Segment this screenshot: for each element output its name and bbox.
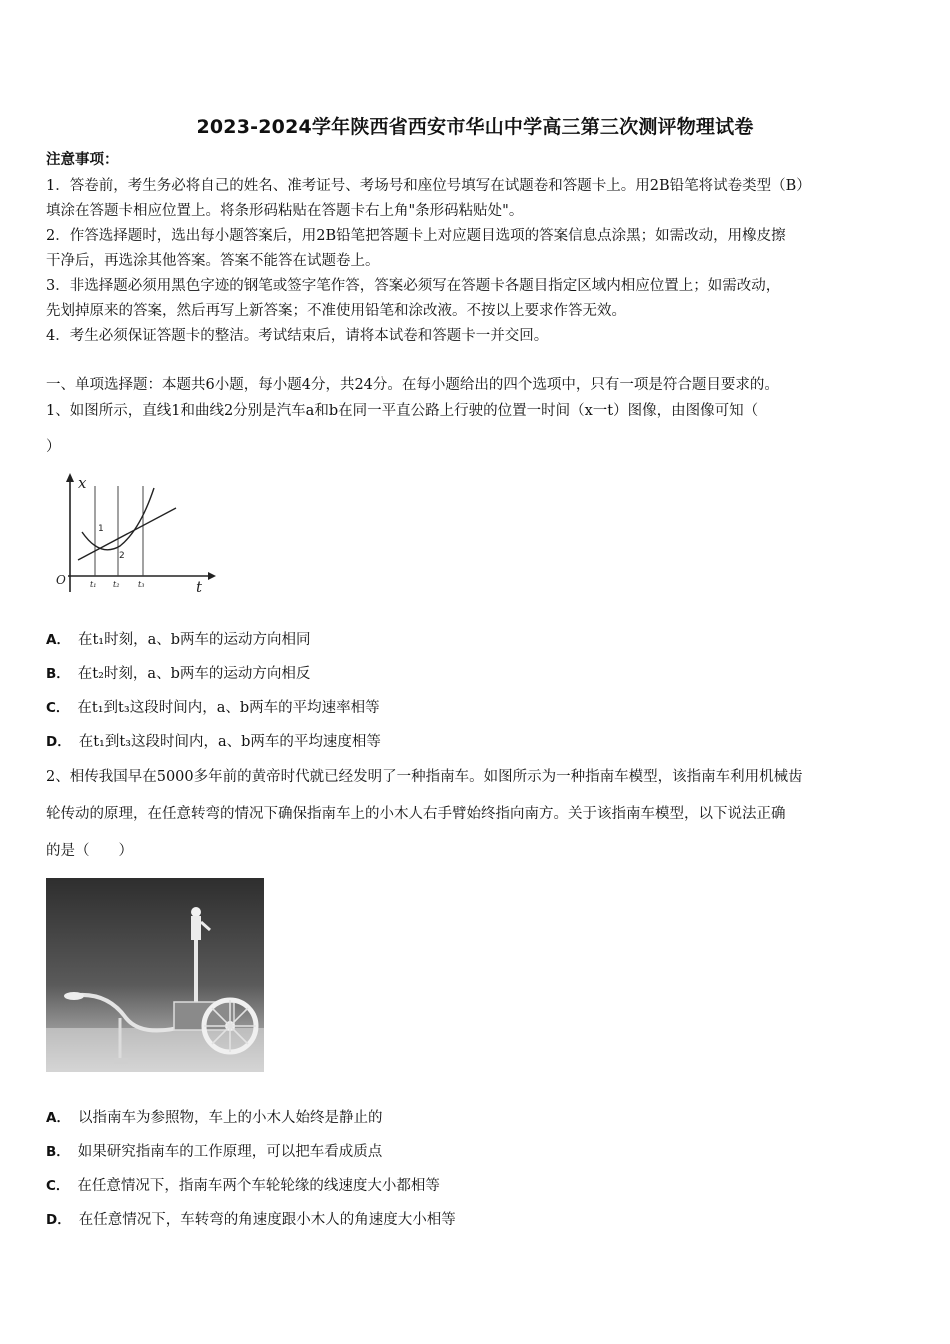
origin-label: O xyxy=(56,573,66,587)
q1-option-b xyxy=(46,664,310,684)
option-text: 在t₁到t₃这段时间内，a、b两车的平均速率相等 xyxy=(77,700,380,716)
shaft-end xyxy=(64,992,84,1000)
line-1 xyxy=(78,508,176,560)
option-letter: D． xyxy=(46,734,71,750)
t-axis-label: t xyxy=(196,578,203,596)
option-text: 在任意情况下，指南车两个车轮轮缘的线速度大小都相等 xyxy=(77,1178,440,1194)
q1-option-d xyxy=(46,732,381,752)
q1-stem-close: ） xyxy=(46,439,61,455)
support-base xyxy=(114,1058,128,1064)
option-letter: D． xyxy=(46,1212,71,1228)
q1-stem: 1、如图所示，直线1和曲线2分别是汽车a和b在同一平直公路上行驶的位置一时间（x一t）图像，由图像可知（ xyxy=(46,403,759,419)
option-text: 在t₁时刻，a、b两车的运动方向相同 xyxy=(77,632,311,648)
option-letter: C． xyxy=(46,700,70,716)
q2-stem: 轮传动的原理，在任意转弯的情况下确保指南车上的小木人右手臂始终指向南方。关于该指南车模型，以下说法正确 xyxy=(46,806,786,822)
wooden-figure-head xyxy=(191,907,201,917)
notice-line: 干净后，再选涂其他答案。答案不能答在试题卷上。 xyxy=(46,253,380,269)
option-text: 在任意情况下，车转弯的角速度跟小木人的角速度大小相等 xyxy=(78,1212,456,1228)
option-text: 如果研究指南车的工作原理，可以把车看成质点 xyxy=(77,1144,383,1160)
option-letter: A． xyxy=(46,1110,70,1126)
wooden-figure-body xyxy=(191,916,201,940)
notice-line: 3．非选择题必须用黑色字迹的钢笔或签字笔作答，答案必须写在答题卡各题目指定区域内相应位置上；如需改动， xyxy=(46,278,781,294)
q2-option-a xyxy=(46,1108,382,1128)
option-letter: B． xyxy=(46,1144,70,1160)
option-text: 在t₁到t₃这段时间内，a、b两车的平均速度相等 xyxy=(78,734,381,750)
option-letter: C． xyxy=(46,1178,70,1194)
q2-option-d xyxy=(46,1210,456,1230)
x-axis-label: x xyxy=(78,474,87,492)
tick-t3: t₃ xyxy=(138,580,145,589)
curve-2-label: 2 xyxy=(119,551,125,561)
notice-line: 先划掉原来的答案，然后再写上新答案；不准使用铅笔和涂改液。不按以上要求作答无效。 xyxy=(46,303,626,319)
notice-heading: 注意事项： xyxy=(46,151,119,168)
notice-line: 2．作答选择题时，选出每小题答案后，用2B铅笔把答题卡上对应题目选项的答案信息点涂黑；如需改动，用橡皮擦 xyxy=(46,228,786,244)
south-pointing-chariot-photo xyxy=(46,878,264,1072)
x-axis-arrow xyxy=(66,473,74,482)
tick-t2: t₂ xyxy=(113,580,120,589)
q1-option-a xyxy=(46,630,311,650)
q1-option-c xyxy=(46,698,380,718)
line-1-label: 1 xyxy=(98,524,104,534)
notice-line: 1．答卷前，考生务必将自己的姓名、准考证号、考场号和座位号填写在试题卷和答题卡上。用2B铅笔将试卷类型（B） xyxy=(46,178,811,194)
notice-line: 填涂在答题卡相应位置上。将条形码粘贴在答题卡右上角"条形码粘贴处"。 xyxy=(46,203,524,219)
t-axis-arrow xyxy=(208,572,216,580)
option-text: 以指南车为参照物，车上的小木人始终是静止的 xyxy=(77,1110,383,1126)
notice-line: 4．考生必须保证答题卡的整洁。考试结束后，请将本试卷和答题卡一并交回。 xyxy=(46,328,549,344)
option-letter: B． xyxy=(46,666,70,682)
position-time-graph xyxy=(48,468,218,598)
q2-stem: 2、相传我国早在5000多年前的黄帝时代就已经发明了一种指南车。如图所示为一种指南车模型，该指南车利用机械齿 xyxy=(46,769,803,785)
section-heading: 一、单项选择题：本题共6小题，每小题4分，共24分。在每小题给出的四个选项中，只有一项是符合题目要求的。 xyxy=(46,377,779,393)
q2-option-b xyxy=(46,1142,382,1162)
tick-t1: t₁ xyxy=(90,580,97,589)
option-text: 在t₂时刻，a、b两车的运动方向相反 xyxy=(77,666,311,682)
q2-option-c xyxy=(46,1176,440,1196)
page-title: 2023-2024学年陕西省西安市华山中学高三第三次测评物理试卷 xyxy=(196,116,754,138)
option-letter: A． xyxy=(46,632,70,648)
q2-stem: 的是（ ） xyxy=(46,843,133,859)
